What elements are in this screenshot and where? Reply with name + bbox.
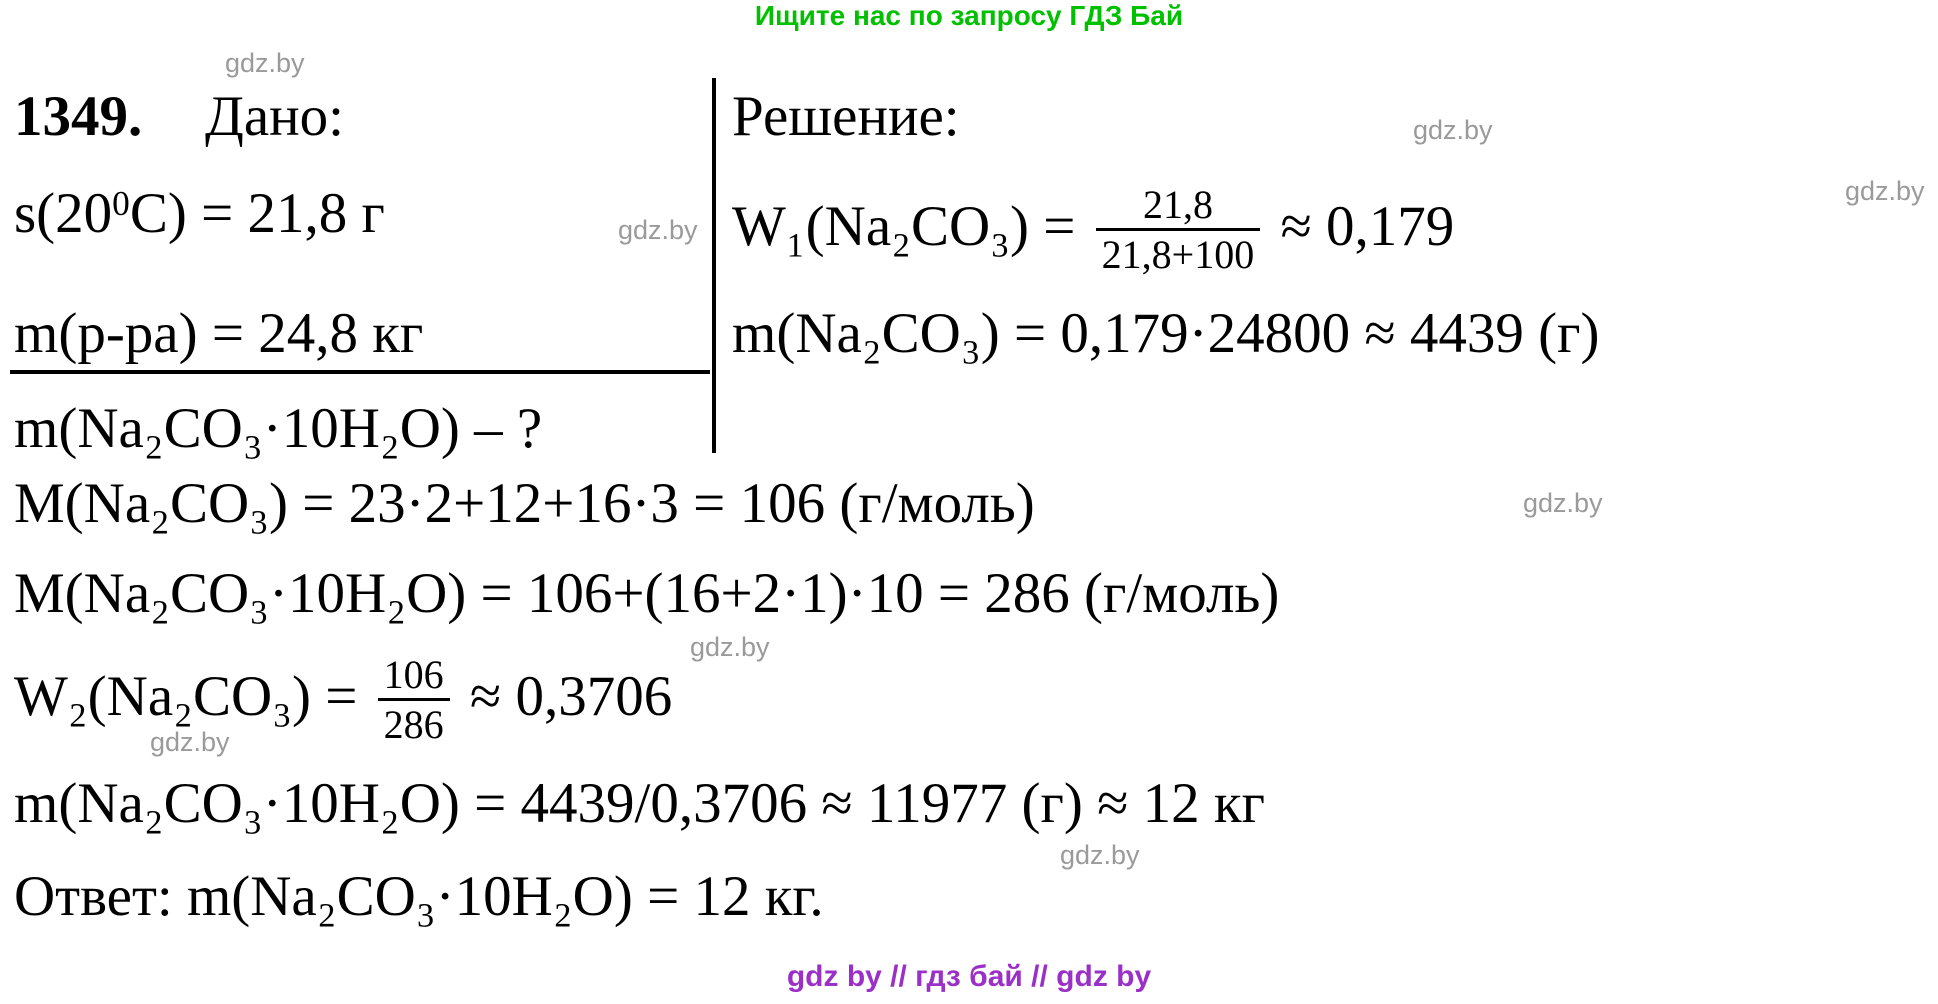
w2-label: W₂(Na₂CO₃) =	[14, 664, 358, 728]
problem-number: 1349.	[14, 85, 143, 148]
watermark: gdz.by	[690, 632, 770, 662]
w1-result: ≈ 0,179	[1280, 194, 1455, 258]
watermark: gdz.by	[618, 215, 698, 245]
given-heading: Дано:	[205, 85, 345, 148]
solution-solute-mass: m(Na₂CO₃) = 0,179·24800 ≈ 4439 (г)	[732, 302, 1600, 365]
watermark: gdz.by	[225, 48, 305, 78]
given-solubility-prefix: s(20	[14, 182, 113, 245]
solution-heading: Решение:	[732, 85, 960, 148]
answer-line: Ответ: m(Na₂CO₃·10H₂O) = 12 кг.	[14, 865, 824, 928]
w2-result: ≈ 0,3706	[469, 664, 673, 728]
w1-denominator: 21,8+100	[1096, 228, 1261, 276]
top-promo-banner: Ищите нас по запросу ГДЗ Бай	[754, 0, 1184, 31]
w1-numerator: 21,8	[1142, 182, 1213, 227]
w1-label: W₁(Na₂CO₃) =	[732, 194, 1076, 258]
solution-molar-mass-salt: M(Na₂CO₃) = 23·2+12+16·3 = 106 (г/моль)	[14, 472, 1035, 535]
given-line-solubility	[14, 182, 385, 245]
w2-denominator: 286	[378, 698, 450, 746]
solution-final-mass: m(Na₂CO₃·10H₂O) = 4439/0,3706 ≈ 11977 (г) ≈ 12 кг	[14, 772, 1265, 835]
solution-molar-mass-hydrate: M(Na₂CO₃·10H₂O) = 106+(16+2·1)·10 = 286 (г/моль)	[14, 562, 1280, 625]
bottom-promo-banner: gdz by // гдз бай // gdz by	[786, 960, 1152, 993]
w2-numerator: 106	[383, 652, 444, 697]
given-line-unknown: m(Na₂CO₃·10H₂O) – ?	[14, 397, 543, 460]
solution-mass-fraction-1	[732, 182, 1455, 278]
watermark: gdz.by	[150, 727, 230, 757]
given-underline	[10, 370, 710, 374]
vertical-divider	[712, 78, 716, 453]
watermark: gdz.by	[1523, 488, 1603, 518]
solution-mass-fraction-2	[14, 652, 673, 748]
w2-fraction	[378, 653, 450, 746]
watermark: gdz.by	[1845, 176, 1925, 206]
given-solubility-degree: 0	[112, 184, 130, 224]
given-solubility-suffix: C) = 21,8 г	[129, 182, 385, 245]
watermark: gdz.by	[1413, 115, 1493, 145]
w1-fraction	[1096, 183, 1261, 276]
watermark: gdz.by	[1060, 840, 1140, 870]
given-line-solution-mass: m(р-ра) = 24,8 кг	[14, 302, 424, 365]
